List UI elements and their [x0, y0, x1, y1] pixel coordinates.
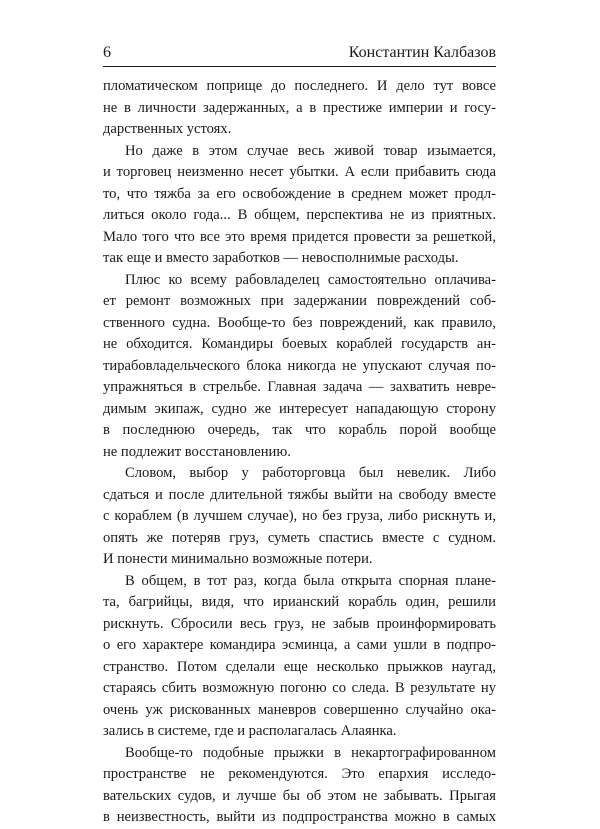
text-line: вательских судов, и лучше бы об этом не забывать. Прыгая — [103, 787, 496, 804]
text-line: дарственных устоях. — [103, 121, 232, 137]
running-head-author: Константин Калбазов — [348, 44, 496, 61]
text-line: Но даже в этом случае весь живой товар изымается, — [125, 142, 496, 159]
text-line: ственного судна. Вообще-то без повреждений, как правило, — [103, 314, 496, 331]
paragraph — [103, 270, 496, 464]
text-line: зались в системе, где и располагалась Алаянка. — [103, 723, 397, 739]
text-line: пространстве не рекомендуются. Это епархия исследо- — [103, 766, 496, 782]
text-line: сдаться и после длительной тяжбы выйти на свободу вместе — [103, 486, 496, 503]
text-line: димым экипаж, судно же интересует нападающую сторону — [103, 400, 496, 417]
text-line: опять же потеряв груз, суметь спастись вместе с судном. — [103, 529, 496, 546]
text-line: ет ремонт возможных при задержании повреждений соб- — [103, 293, 496, 309]
text-line: Вообще-то подобные прыжки в некартографированном — [125, 744, 496, 761]
paragraph — [103, 743, 496, 829]
text-line: рискнуть. Сбросили весь груз, не забыв проинформировать — [103, 615, 496, 632]
body-text — [103, 76, 496, 829]
text-line: о его характере командира эсминца, а сами ушли в подпро- — [103, 637, 496, 653]
text-line: так еще и вместо заработков — невосполнимые расходы. — [103, 250, 459, 266]
paragraph — [103, 141, 496, 270]
text-line: тирабовладельческого блока никогда не упускают случая по- — [103, 357, 496, 374]
text-line: очень уж рискованных маневров совершенно случайно ока- — [103, 701, 496, 718]
text-line: то, что тяжба за его освобождение в среднем может продл- — [103, 185, 496, 202]
text-line: та, багрийцы, видя, что ирианский корабль один, решили — [103, 594, 496, 610]
paragraph — [103, 76, 496, 141]
text-line: в неизвестность, выйти из подпространства можно в самых — [103, 809, 496, 825]
page-header — [103, 44, 496, 67]
text-line: не подлежит восстановлению. — [103, 443, 291, 460]
text-line: пломатическом поприще до последнего. И дело тут вовсе — [103, 78, 496, 94]
text-line: литься около года... В общем, перспектива не из приятных. — [103, 207, 496, 223]
text-line: Плюс ко всему рабовладелец самостоятельно оплачива- — [125, 271, 496, 288]
text-line: не в личности задержанных, а в престиже империи и госу- — [103, 99, 496, 116]
text-line: и торговец неизменно несет убытки. А если прибавить сюда — [103, 164, 496, 180]
text-line: странство. Потом сделали еще несколько прыжков наугад, — [103, 658, 496, 675]
text-line: упражняться в стрельбе. Главная задача — захватить невре- — [103, 379, 496, 395]
text-line: не обходится. Командиры боевых кораблей государств ан- — [103, 336, 496, 352]
paragraph — [103, 571, 496, 743]
text-line: с кораблем (в лучшем случае), но без груза, либо рискнуть и, — [103, 508, 496, 524]
text-line: стараясь сбить возможную погоню со следа. В результате ну — [103, 680, 496, 696]
paragraph — [103, 463, 496, 571]
text-line: Словом, выбор у работорговца был невелик. Либо — [125, 465, 496, 481]
text-line: в последнюю очередь, так что корабль порой вообще — [103, 422, 496, 438]
text-line: Мало того что все это время придется провести за решеткой, — [103, 228, 496, 245]
page-number: 6 — [103, 44, 111, 61]
text-line: И понести минимально возможные потери. — [103, 551, 373, 567]
text-line: В общем, в тот раз, когда была открыта спорная плане- — [125, 572, 496, 589]
